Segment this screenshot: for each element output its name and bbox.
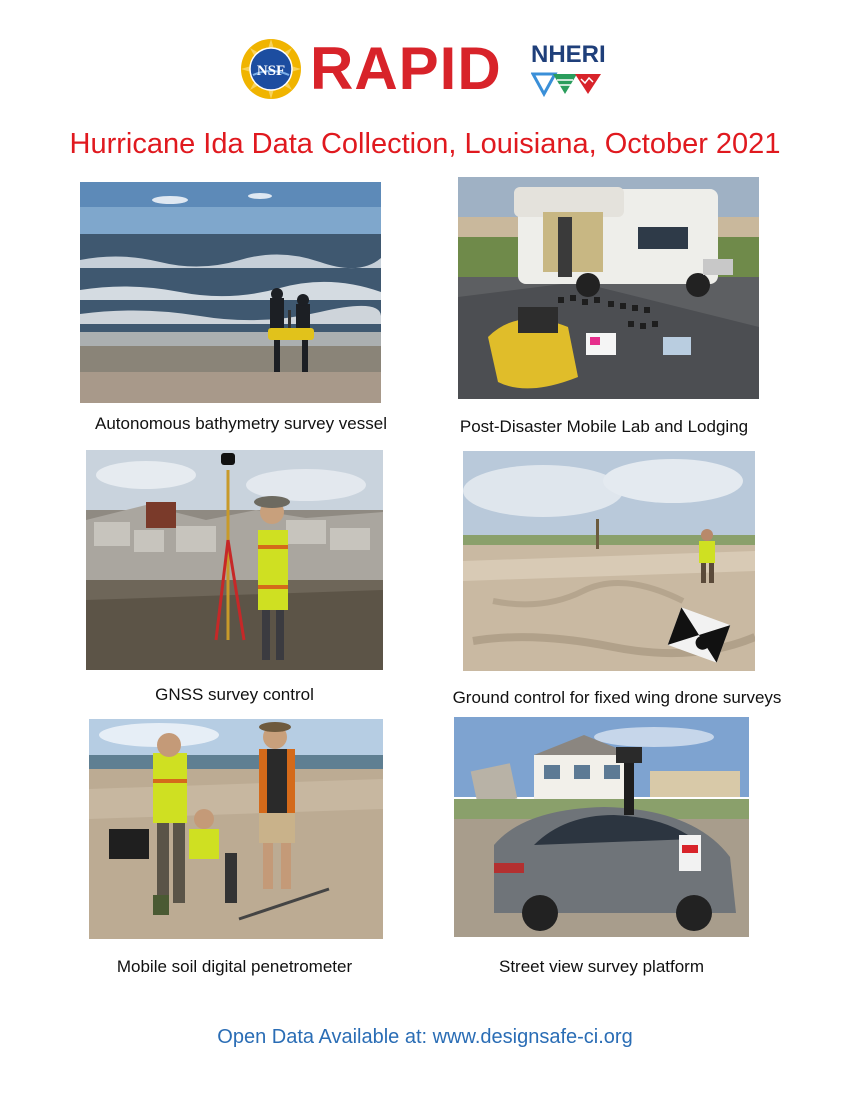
footer-data-link[interactable]: Open Data Available at: www.designsafe-ci.org — [217, 1026, 633, 1048]
caption-mobile-lab: Post-Disaster Mobile Lab and Lodging — [459, 417, 749, 436]
caption-soil-penetrometer: Mobile soil digital penetrometer — [116, 957, 353, 976]
caption-gnss-control: GNSS survey control — [155, 685, 314, 704]
caption-ground-control: Ground control for fixed wing drone surveys — [452, 688, 782, 707]
photo-ground-control — [463, 451, 755, 671]
nheri-logo — [531, 42, 606, 98]
logo-row — [240, 35, 610, 102]
photo-soil-penetrometer — [89, 719, 383, 939]
photo-gnss-control — [86, 450, 383, 670]
caption-bathymetry-vessel: Autonomous bathymetry survey vessel — [95, 414, 387, 433]
nsf-seal-text: NSF — [256, 63, 286, 79]
photo-bathymetry-vessel — [80, 182, 381, 403]
nsf-seal-logo — [240, 38, 302, 100]
photo-mobile-lab — [458, 177, 759, 399]
rapid-wordmark: RAPID — [310, 35, 502, 102]
caption-street-view: Street view survey platform — [498, 957, 704, 976]
nheri-wordmark: NHERI — [531, 41, 606, 68]
photo-street-view — [454, 717, 749, 937]
nheri-hazard-icon — [531, 70, 603, 98]
page-title: Hurricane Ida Data Collection, Louisiana, October 2021 — [69, 128, 781, 160]
